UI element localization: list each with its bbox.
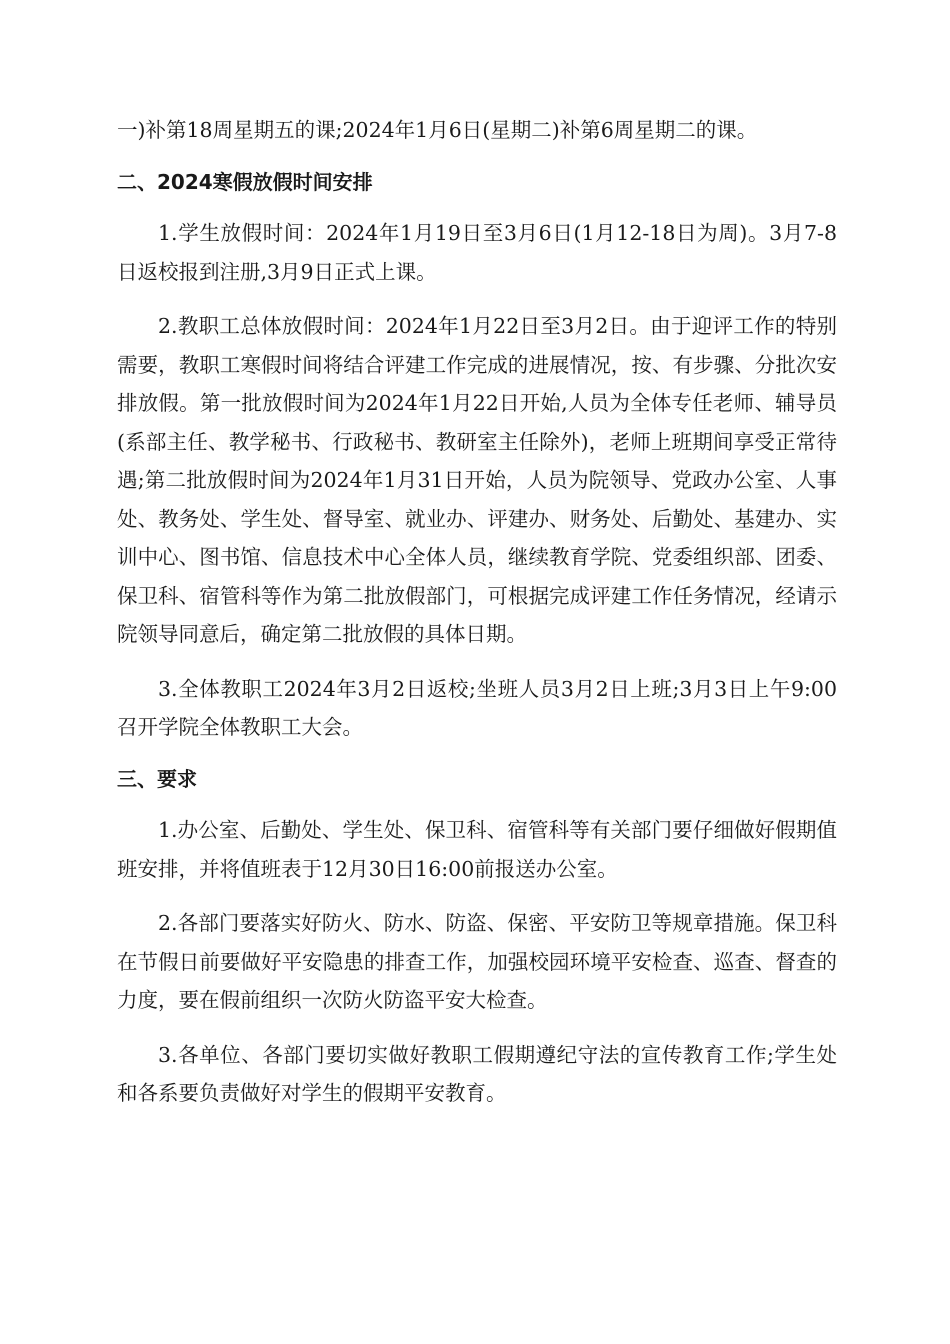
paragraph-staff-holiday: 2.教职工总体放假时间：2024年1月22日至3月2日。由于迎评工作的特别需要，教职工寒假时间将结合评建工作完成的进展情况，按、有步骤、分批次安排放假。第一批放假时间为2024年1月22日开始,人员为全体专任老师、辅导员(系部主任、教学秘书、行政秘书、教研室主任除外)，老师上班期间享受正常待遇;第二批放假时间为2024年1月31日开始，人员为院领导、党政办公室、人事处、教务处、学生处、督导室、就业办、评建办、财务处、后勤处、基建办、实训中心、图书馆、信息技术中心全体人员，继续教育学院、党委组织部、团委、保卫科、宿管科等作为第二批放假部门，可根据完成评建工作任务情况，经请示院领导同意后，确定第二批放假的具体日期。 [117,314,837,646]
continuation-paragraph: 一)补第18周星期五的课;2024年1月6日(星期二)补第6周星期二的课。 [117,118,758,142]
paragraph-safety-measures: 2.各部门要落实好防火、防水、防盗、保密、平安防卫等规章措施。保卫科在节假日前要做好平安隐患的排查工作，加强校园环境平安检查、巡查、督查的力度，要在假前组织一次防火防盗平安大检查。 [117,911,837,1012]
document-body [117,111,837,1113]
paragraph-student-holiday: 1.学生放假时间：2024年1月19日至3月6日(1月12-18日为周)。3月7-8日返校报到注册,3月9日正式上课。 [117,221,837,284]
section-heading-winter-break: 二、2024寒假放假时间安排 [117,169,373,194]
paragraph-staff-return: 3.全体教职工2024年3月2日返校;坐班人员3月2日上班;3月3日上午9:00召开学院全体教职工大会。 [117,676,837,739]
section-heading-requirements: 三、要求 [117,766,197,791]
paragraph-duty-arrangement: 1.办公室、后勤处、学生处、保卫科、宿管科等有关部门要仔细做好假期值班安排，并将值班表于12月30日16:00前报送办公室。 [117,818,837,881]
paragraph-law-education: 3.各单位、各部门要切实做好教职工假期遵纪守法的宣传教育工作;学生处和各系要负责做好对学生的假期平安教育。 [117,1042,837,1105]
